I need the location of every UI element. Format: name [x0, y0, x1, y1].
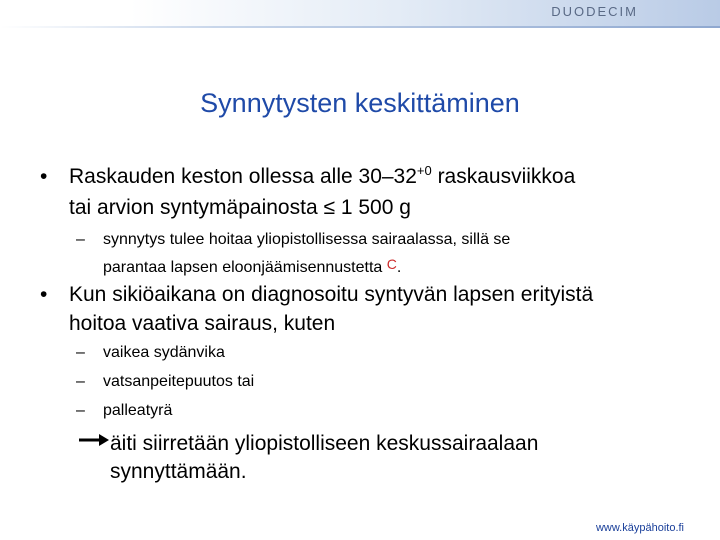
- sub-bullet-1-1-line-2: parantaa lapsen eloonjäämisennustetta C.: [103, 256, 402, 276]
- bullet-2-line-2: hoitoa vaativa sairaus, kuten: [69, 312, 336, 335]
- bullet-dot: •: [40, 165, 48, 188]
- header-divider: [0, 26, 720, 28]
- result-text: [110, 430, 538, 486]
- bullet-1-line-2: tai arvion syntymäpainosta ≤ 1 500 g: [69, 196, 411, 219]
- sub-bullet-dash: –: [76, 231, 85, 248]
- sub-bullet-2-2-text: vatsanpeitepuutos tai: [103, 373, 255, 390]
- result-line-2: synnyttämään.: [110, 460, 247, 483]
- sub-bullet-2-3-text: palleatyrä: [103, 402, 173, 419]
- duodecim-logo: DUODECIM: [551, 4, 638, 19]
- sub-bullet-2-1-text: vaikea sydänvika: [103, 344, 225, 361]
- evidence-level-badge: C: [386, 256, 397, 272]
- bullet-dot: •: [40, 283, 48, 306]
- slide-title: Synnytysten keskittäminen: [200, 88, 520, 118]
- result-line-1: äiti siirretään yliopistolliseen keskussairaalaan: [110, 432, 539, 455]
- arrow-right-icon: [79, 433, 109, 447]
- sub-bullet-dash: –: [76, 402, 85, 419]
- sub-bullet-1-1-line-1: synnytys tulee hoitaa yliopistollisessa sairaalassa, sillä se: [103, 231, 511, 248]
- bullet-1-line-1: Raskauden keston ollessa alle $30-32^{+0}$ raskausviikkoa: [69, 163, 576, 188]
- bullet-2-line-1: Kun sikiöaikana on diagnosoitu syntyvän lapsen erityistä: [69, 283, 594, 306]
- sub-bullet-dash: –: [76, 373, 85, 390]
- footer-url: www.käypähoito.fi: [595, 522, 684, 534]
- sub-bullet-dash: –: [76, 344, 85, 361]
- gestational-week-superscript: +0: [416, 163, 432, 178]
